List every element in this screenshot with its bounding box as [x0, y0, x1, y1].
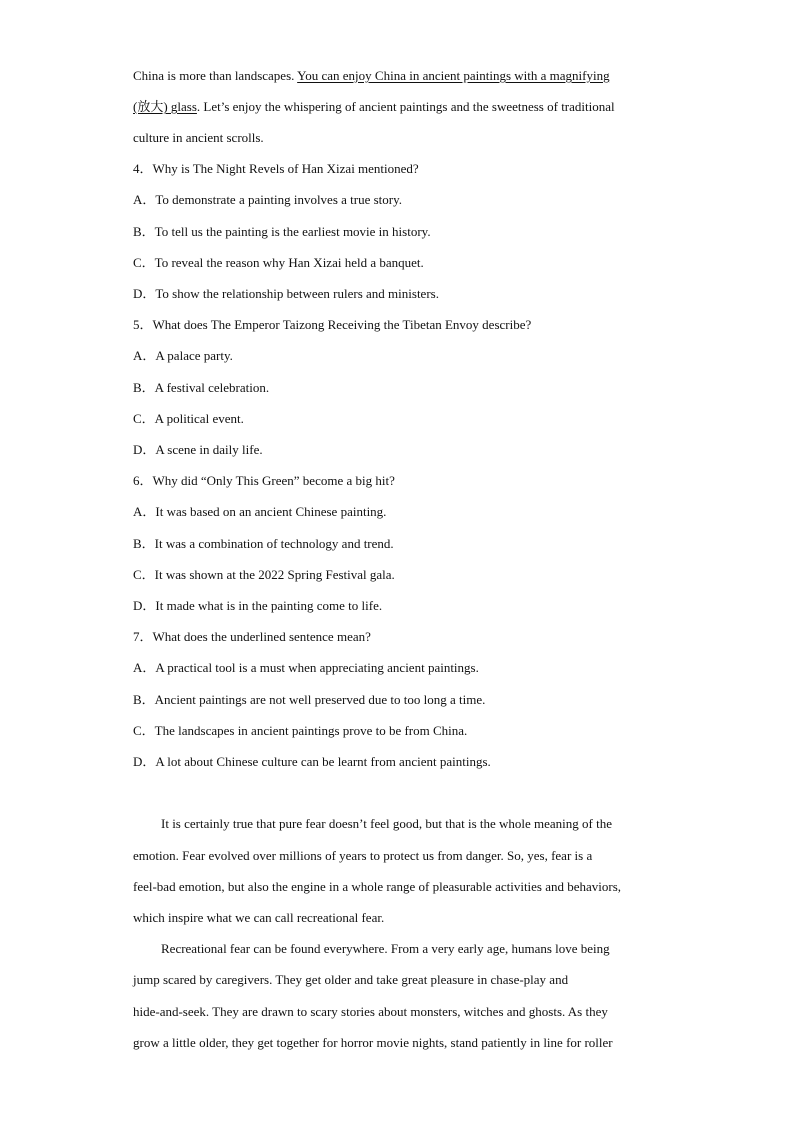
answer-option: C．The landscapes in ancient paintings prove to be from China. [133, 723, 468, 738]
answer-option: A．A palace party. [133, 348, 233, 363]
passage-line: emotion. Fear evolved over millions of years to protect us from danger. So, yes, fear is a [133, 848, 593, 863]
question-stem: 7．What does the underlined sentence mean? [133, 629, 371, 644]
intro-line-3: culture in ancient scrolls. [133, 130, 264, 145]
underlined-sentence: You can enjoy China in ancient paintings with a magnifying [297, 68, 610, 83]
intro-line-1 [133, 68, 610, 84]
passage-line: which inspire what we can call recreational fear. [133, 910, 385, 925]
passage-line: grow a little older, they get together for horror movie nights, stand patiently in line for roller [133, 1035, 613, 1050]
answer-option: D．It made what is in the painting come to life. [133, 598, 383, 613]
intro-line-2 [133, 99, 615, 115]
passage-line: jump scared by caregivers. They get older and take great pleasure in chase-play and [133, 972, 569, 987]
passage-line: Recreational fear can be found everywhere. From a very early age, humans love being [161, 941, 610, 956]
answer-option: A．It was based on an ancient Chinese painting. [133, 504, 387, 519]
answer-option: C．A political event. [133, 411, 244, 426]
answer-option: C．It was shown at the 2022 Spring Festival gala. [133, 567, 395, 582]
intro-text: . Let’s enjoy the whispering of ancient paintings and the sweetness of traditional [196, 99, 615, 114]
answer-option: B．It was a combination of technology and trend. [133, 536, 394, 551]
passage-line: feel-bad emotion, but also the engine in a whole range of pleasurable activities and behaviors, [133, 879, 622, 894]
answer-option: C．To reveal the reason why Han Xizai held a banquet. [133, 255, 424, 270]
answer-option: A．A practical tool is a must when appreciating ancient paintings. [133, 660, 479, 675]
passage-line: hide-and-seek. They are drawn to scary stories about monsters, witches and ghosts. As they [133, 1004, 608, 1019]
question-stem: 6．Why did “Only This Green” become a big hit? [133, 473, 395, 488]
answer-option: A．To demonstrate a painting involves a true story. [133, 192, 403, 207]
answer-option: D．A lot about Chinese culture can be learnt from ancient paintings. [133, 754, 491, 769]
answer-option: D．To show the relationship between rulers and ministers. [133, 286, 439, 301]
intro-text: China is more than landscapes. [133, 68, 298, 83]
question-stem: 5．What does The Emperor Taizong Receiving the Tibetan Envoy describe? [133, 317, 532, 332]
answer-option: B．To tell us the painting is the earliest movie in history. [133, 224, 431, 239]
passage-line: It is certainly true that pure fear doesn’t feel good, but that is the whole meaning of the [161, 816, 613, 831]
underlined-sentence: (放大) glass [133, 99, 197, 114]
answer-option: B．Ancient paintings are not well preserved due to too long a time. [133, 692, 486, 707]
answer-option: B．A festival celebration. [133, 380, 270, 395]
answer-option: D．A scene in daily life. [133, 442, 263, 457]
question-stem: 4．Why is The Night Revels of Han Xizai mentioned? [133, 161, 419, 176]
